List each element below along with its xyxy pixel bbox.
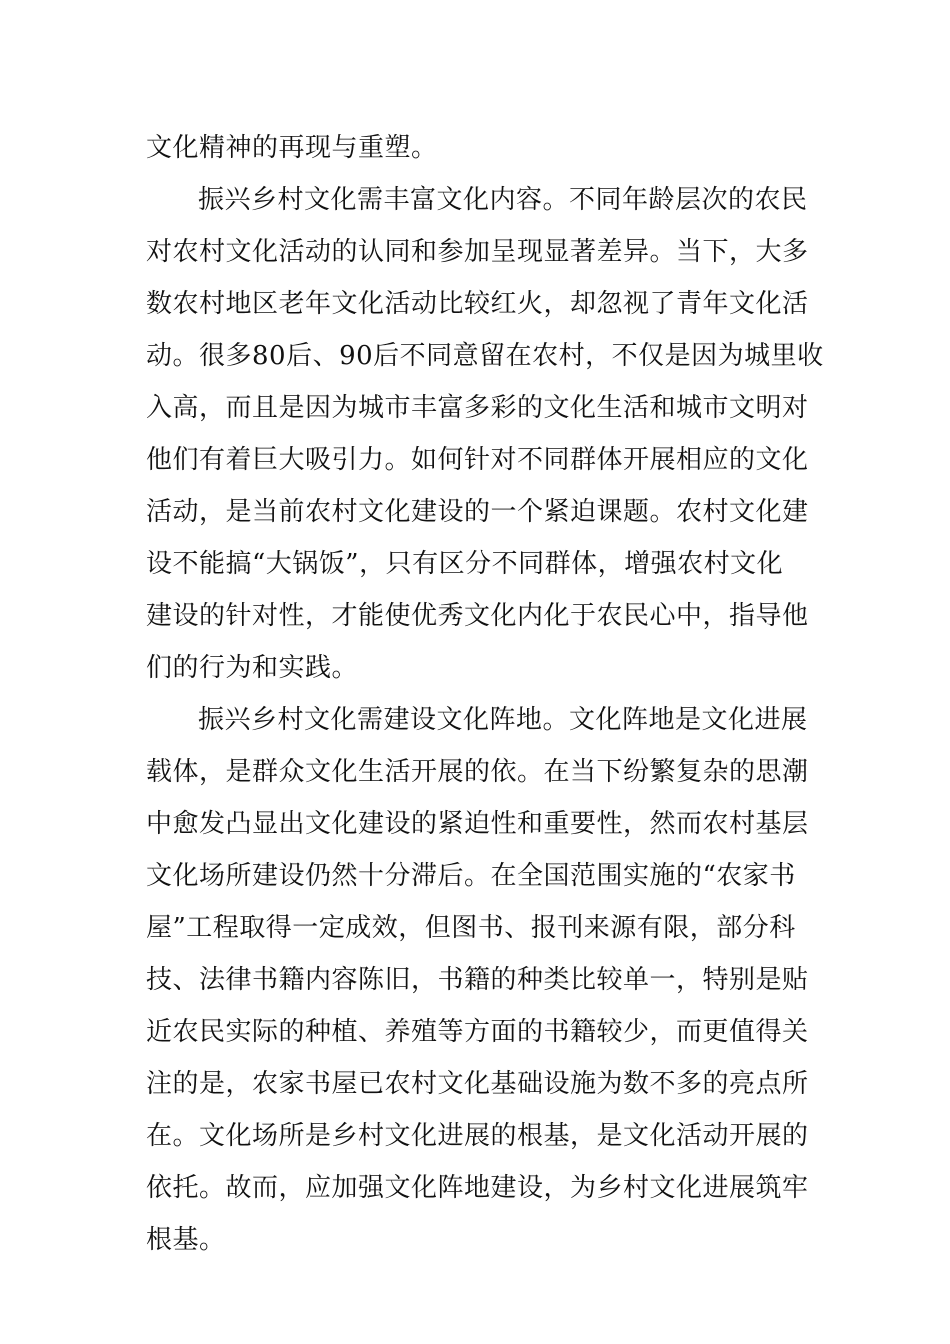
text-line: 近农民实际的种植、养殖等方面的书籍较少，而更值得关: [146, 1017, 809, 1047]
text-line: 数农村地区老年文化活动比较红火，却忽视了青年文化活: [146, 289, 809, 319]
text-line: 在。文化场所是乡村文化进展的根基，是文化活动开展的: [146, 1121, 809, 1151]
text-line: 注的是，农家书屋已农村文化基础设施为数不多的亮点所: [146, 1069, 809, 1099]
text-line: 活动，是当前农村文化建设的一个紧迫课题。农村文化建: [146, 497, 809, 527]
text-line: 文化场所建设仍然十分滞后。在全国范围实施的“农家书: [146, 861, 796, 891]
paragraph-first-line: 振兴乡村文化需建设文化阵地。文化阵地是文化进展: [198, 705, 808, 735]
text-line: 动。很多80后、90后不同意留在农村，不仅是因为城里收: [146, 341, 824, 371]
text-line: 们的行为和实践。: [146, 653, 359, 683]
text-line: 载体，是群众文化生活开展的依。在当下纷繁复杂的思潮: [146, 757, 809, 787]
text-line: 屋”工程取得一定成效，但图书、报刊来源有限，部分科: [146, 913, 796, 943]
text-line: 他们有着巨大吸引力。如何针对不同群体开展相应的文化: [146, 445, 809, 475]
text-line: 根基。: [146, 1225, 226, 1255]
text-line: 技、法律书籍内容陈旧，书籍的种类比较单一，特别是贴: [146, 965, 809, 995]
text-line: 文化精神的再现与重塑。: [146, 133, 438, 163]
text-line: 中愈发凸显出文化建设的紧迫性和重要性，然而农村基层: [146, 809, 809, 839]
paragraph-first-line: 振兴乡村文化需丰富文化内容。不同年龄层次的农民: [198, 185, 808, 215]
text-line: 对农村文化活动的认同和参加呈现显著差异。当下，大多: [146, 237, 809, 267]
text-line: 设不能搞“大锅饭”，只有区分不同群体，增强农村文化: [146, 549, 784, 579]
text-line: 建设的针对性，才能使优秀文化内化于农民心中，指导他: [146, 601, 809, 631]
text-line: 入高，而且是因为城市丰富多彩的文化生活和城市文明对: [146, 393, 809, 423]
text-line: 依托。故而，应加强文化阵地建设，为乡村文化进展筑牢: [146, 1173, 809, 1203]
